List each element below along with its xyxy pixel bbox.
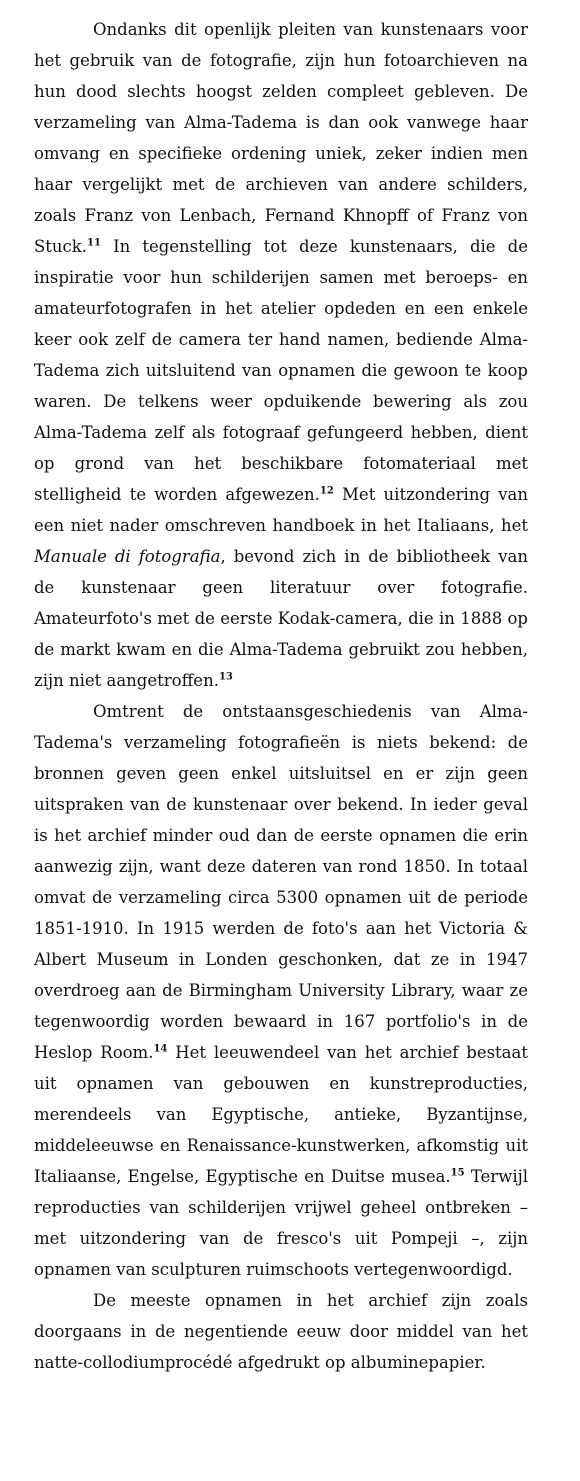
text-segment: Ondanks dit openlijk pleiten van kunstenaars voor het gebruik van de fotografie, zijn hun fotoarchieven na hun dood slechts hoogst zelden compleet gebleven. De verzameling van Alma-Tadema is dan ook vanwege haar omvang en specifieke ordening uniek, zeker indien men haar vergelijkt met de archieven van andere schilders, zoals Franz von Lenbach, Fernand Khnopff of Franz von Stuck. xyxy=(34,20,528,256)
text-segment: Terwijl reproducties van schilderijen vrijwel geheel ontbreken – met uitzondering van de fresco's uit Pompeji –, zijn opnamen van sculpturen ruimschoots vertegenwoordigd. xyxy=(34,1167,528,1279)
footnote-marker: 11 xyxy=(87,237,101,249)
text-segment: In tegenstelling tot deze kunstenaars, die de inspiratie voor hun schilderijen samen met beroeps- en amateurfotografen in het atelier opdeden en een enkele keer ook zelf de camera ter hand namen, bediende Alma-Tadema zich uitsluitend van opnamen die gewoon te koop waren. De telkens weer opduikende bewering als zou Alma-Tadema zelf als fotograaf gefungeerd hebben, dient op grond van het beschikbare fotomateriaal met stelligheid te worden afgewezen. xyxy=(34,237,528,504)
text-segment: De meeste opnamen in het archief zijn zoals doorgaans in de negentiende eeuw door middel van het natte-collodiumprocédé afgedrukt op albuminepapier. xyxy=(34,1291,528,1372)
paragraph-1 xyxy=(34,14,528,696)
footnote-marker: 15 xyxy=(450,1167,465,1179)
document-page xyxy=(34,14,528,1378)
paragraph-2 xyxy=(34,696,528,1285)
text-segment: , bevond zich in de bibliotheek van de kunstenaar geen literatuur over fotografie. Amateurfoto's met de eerste Kodak-camera, die in 1888 op de markt kwam en die Alma-Tadema gebruikt zou hebben, zijn niet aangetroffen. xyxy=(34,547,529,690)
paragraph-3 xyxy=(34,1285,528,1378)
footnote-marker: 14 xyxy=(153,1043,168,1055)
book-title: Manuale di fotografia xyxy=(34,547,221,566)
footnote-marker: 12 xyxy=(319,485,334,497)
text-segment: Het leeuwendeel van het archief bestaat uit opnamen van gebouwen en kunstreproducties, merendeels van Egyptische, antieke, Byzantijnse, middeleeuwse en Renaissance-kunstwerken, afkomstig uit Italiaanse, Engelse, Egyptische en Duitse musea. xyxy=(34,1043,528,1186)
footnote-marker: 13 xyxy=(218,671,233,683)
text-segment: Omtrent de ontstaansgeschiedenis van Alma-Tadema's verzameling fotografieën is niets bekend: de bronnen geven geen enkel uitsluitsel en er zijn geen uitspraken van de kunstenaar over bekend. In ieder geval is het archief minder oud dan de eerste opnamen die erin aanwezig zijn, want deze dateren van rond 1850. In totaal omvat de verzameling circa 5300 opnamen uit de periode 1851-1910. In 1915 werden de foto's aan het Victoria & Albert Museum in Londen geschonken, dat ze in 1947 overdroeg aan de Birmingham University Library, waar ze tegenwoordig worden bewaard in 167 portfolio's in de Heslop Room. xyxy=(34,702,528,1062)
text-segment: Met uitzondering van een niet nader omschreven handboek in het Italiaans, het xyxy=(34,485,528,535)
